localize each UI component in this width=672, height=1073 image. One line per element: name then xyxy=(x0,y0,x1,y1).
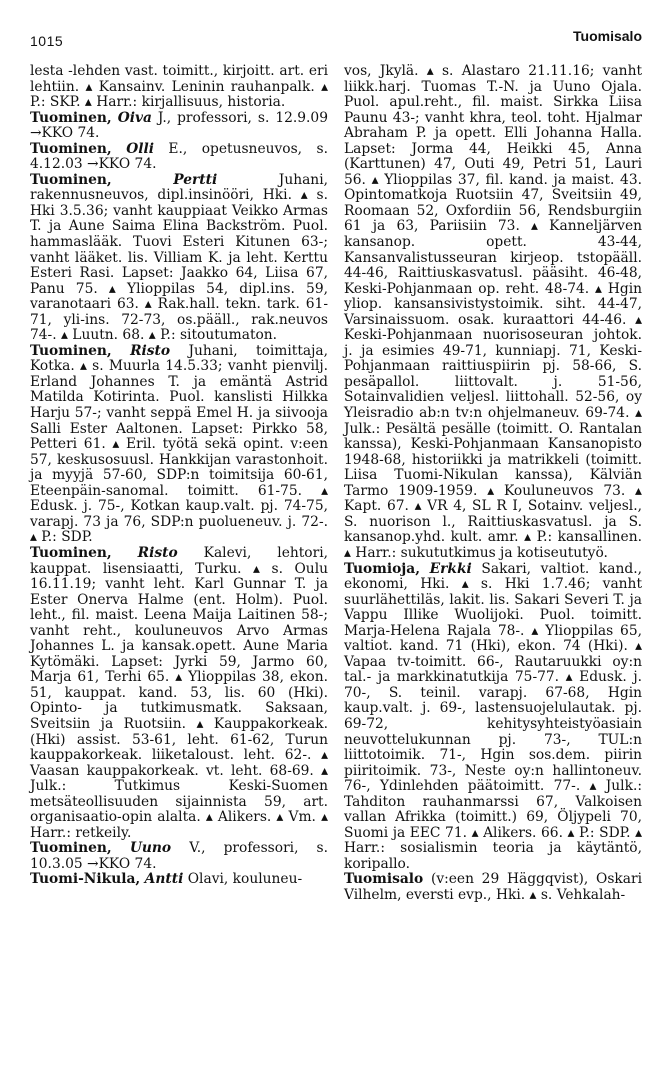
entry-given-name: Risto xyxy=(137,544,178,561)
entry-text: Sakari, valtiot. kand., ekonomi, Hki. ▴ s. Hki 1.7.46; vanht suurlähettiläs, lakit. lis. Sakari Severi T. ja Vappu Illike Wuolijoki. Puol. toimitt. Marja-Helena Rajala 78-. ▴ Ylioppilas 65, valtiot. kand. 71 (Hki), ekon. 74 (Hki). ▴ Vapaa tv-toimitt. 66-, Rautaruukki oy:n tal.- ja markkinatutkija 75-77. ▴ Edusk. j. 70-, S. teinil. varapj. 67-68, Hgin kaup.valt. j. 69-, lastensuojelulautak. pj. 69-72, kehitysyhteistyöasiain neuvottelukunnan pj. 73-, TUL:n liittotoimik. 71-, Hgin sos.dem. piirin piiritoimik. 73-, Neste oy:n hallintoneuv. 76-, Ydinlehden päätoimitt. 77-. ▴ Julk.: Tahditon rauhanmarssi 67, Valkoisen vallan Afrikka (toimitt.) 69, Öljypeli 70, Suomi ja EEC 71. ▴ Alikers. 66. ▴ P.: SDP. ▴ Harr.: sosialismin teoria ja käytäntö, koripallo. xyxy=(344,560,643,872)
biography-entry xyxy=(30,344,328,546)
entry-text: (v:een 29 Häggqvist), Oskari Vilhelm, eversti evp., Hki. ▴ s. Vehkalah- xyxy=(344,871,642,903)
entry-text: Olavi, kouluneu- xyxy=(183,871,303,888)
biography-entry xyxy=(344,64,642,562)
entry-surname: Tuomioja, xyxy=(344,560,421,577)
biography-entry xyxy=(30,872,328,888)
right-column xyxy=(344,64,642,904)
biography-entry xyxy=(344,562,642,873)
biography-entry xyxy=(344,872,642,903)
entry-given-name: Antti xyxy=(144,871,184,888)
entry-surname: Tuominen, xyxy=(30,140,112,157)
entry-text: Juhani, rakennusneuvos, dipl.insinööri, Hki. ▴ s. Hki 3.5.36; vanht kauppiaat Veikko Armas T. ja Aune Saima Elina Backström. Puol. hammaslääk. Tuovi Esteri Kitunen 63-; vanht lääket. lis. Villiam K. ja leht. Kerttu Esteri Rasi. Lapset: Jaakko 64, Liisa 67, Panu 75. ▴ Ylioppilas 54, dipl.ins. 59, varanotaari 63. ▴ Rak.hall. tekn. tark. 61-71, yli-ins. 72-73, os.pääll., rak.neuvos 74-. ▴ Luutn. 68. ▴ P.: sitoutumaton. xyxy=(30,171,328,344)
page-number: 1015 xyxy=(30,33,64,49)
entry-surname: Tuominen, xyxy=(30,109,112,126)
entry-given-name: Uuno xyxy=(129,840,172,857)
left-column xyxy=(30,64,328,888)
entry-text: J., professori, s. 12.9.09 →KKO 74. xyxy=(30,109,328,142)
entry-text: E., opetusneuvos, s. 4.12.03 →KKO 74. xyxy=(30,140,328,173)
biography-entry xyxy=(30,111,328,142)
entry-surname: Tuominen, xyxy=(30,342,112,359)
entry-surname: Tuomisalo xyxy=(344,871,424,888)
entry-given-name: Erkki xyxy=(429,560,472,577)
entry-text: lesta -lehden vast. toimitt., kirjoitt. art. eri lehtiin. ▴ Kansainv. Leninin rauhanpalk. ▴ P.: SKP. ▴ Harr.: kirjallisuus, historia. xyxy=(30,63,328,111)
entry-text: Juhani, toimittaja, Kotka. ▴ s. Muurla 14.5.33; vanht pienvilj. Erland Johannes T. ja emäntä Astrid Matilda Kotirinta. Puol. kanslisti Hilkka Harju 57-; vanht seppä Emel H. ja siivooja Salli Ester Aaltonen. Lapset: Pirkko 58, Petteri 61. ▴ Eril. työtä sekä opint. v:een 57, keskusosuusl. Hankkijan varastonhoit. ja myyjä 57-60, SDP:n toimitsija 60-61, Eteenpäin-sanomal. toimitt. 61-75. ▴ Edusk. j. 75-, Kotkan kaup.valt. pj. 74-75, varapj. 73 ja 76, SDP:n puolueneuv. j. 72-. ▴ P.: SDP. xyxy=(30,342,329,546)
entry-surname: Tuominen, xyxy=(30,171,112,188)
biography-entry xyxy=(30,841,328,872)
entry-text: vos, Jkylä. ▴ s. Alastaro 21.11.16; vanht liikk.harj. Tuomas T.-N. ja Uuno Ojala. Puol. apul.reht., fil. maist. Sirkka Liisa Paunu 43-; vanht khra, teol. toht. Hjalmar Abraham P. ja opett. Elli Johanna Halla. Lapset: Jorma 44, Heikki 45, Anna (Karttunen) 47, Outi 49, Petri 51, Lauri 56. ▴ Ylioppilas 37, fil. kand. ja maist. 43. Opintomatkoja Ruotsiin 47, Sveitsiin 49, Roomaan 52, Oxfordiin 56, Rendsburgiin 61 ja 63, Pariisiin 73. ▴ Kanneljärven kansanop. opett. 43-44, Kansanvalistusseuran kirjeop. tstopääll. 44-46, Raittiuskasvatusl. pääsiht. 46-48, Keski-Pohjanmaan op. reht. 48-74. ▴ Hgin yliop. kansansivistystoimik. siht. 44-47, Varsinaissuom. osak. kuraattori 44-46. ▴ Keski-Pohjanmaan nuorisoseuran johtok. j. ja esimies 49-71, kunniapj. 71, Keski-Pohjanmaan raittiuspiirin pj. 58-66, S. pesäpallol. liittovalt. j. 51-56, Sotainvalidien veljesl. liittohall. 52-56, oy Yleisradio ab:n tv:n ohjelmaneuv. 69-74. ▴ Julk.: Pesältä pesälle (toimitt. O. Rantalan kanssa), Keski-Pohjanmaan Kansanopisto 1948-68, historiikki ja matrikkeli (toimitt. Liisa Tuomi-Nikulan kanssa), Kälviän Tarmo 1909-1959. ▴ Kouluneuvos 73. ▴ Kapt. 67. ▴ VR 4, SL R I, Sotainv. veljesl., S. nuorison l., Raittiuskasvatusl. ja S. kansanop.yhd. kult. amr. ▴ P.: kansallinen. ▴ Harr.: sukututkimus ja kotiseututyö. xyxy=(344,63,642,561)
entry-given-name: Risto xyxy=(130,342,171,359)
biography-entry xyxy=(30,142,328,173)
running-head: Tuomisalo xyxy=(573,28,642,44)
biography-entry xyxy=(30,546,328,841)
entry-text: V., professori, s. 10.3.05 →KKO 74. xyxy=(30,840,329,872)
entry-given-name: Olli xyxy=(126,140,154,157)
entry-surname: Tuominen, xyxy=(30,544,112,561)
biography-entry xyxy=(30,64,328,111)
entry-text: Kalevi, lehtori, kauppat. lisensiaatti, Turku. ▴ s. Oulu 16.11.19; vanht leht. Karl Gunnar T. ja Ester Onerva Halme (ent. Holm). Puol. leht., fil. maist. Leena Maija Laitinen 58-; vanht reht., kouluneuvos Arvo Armas Johannes L. ja kansak.opett. Aune Maria Kytömäki. Lapset: Jyrki 59, Jarmo 60, Marja 61, Terhi 65. ▴ Ylioppilas 38, ekon. 51, kauppat. kand. 53, lis. 60 (Hki). Opinto- ja tutkimusmatk. Saksaan, Sveitsiin ja Ruotsiin. ▴ Kauppakorkeak. (Hki) assist. 53-61, leht. 61-62, Turun kauppakorkeak. liiketaloust. leht. 62-. ▴ Vaasan kauppakorkeak. vt. leht. 68-69. ▴ Julk.: Tutkimus Keski-Suomen metsäteollisuuden sijainnista 59, art. organisaatio-opin alalta. ▴ Alikers. ▴ Vm. ▴ Harr.: retkeily. xyxy=(30,544,328,841)
entry-surname: Tuomi-Nikula, xyxy=(30,871,141,888)
entry-given-name: Pertti xyxy=(173,171,218,188)
entry-surname: Tuominen, xyxy=(30,840,112,857)
entry-given-name: Oiva xyxy=(117,109,152,126)
biography-entry xyxy=(30,173,328,344)
